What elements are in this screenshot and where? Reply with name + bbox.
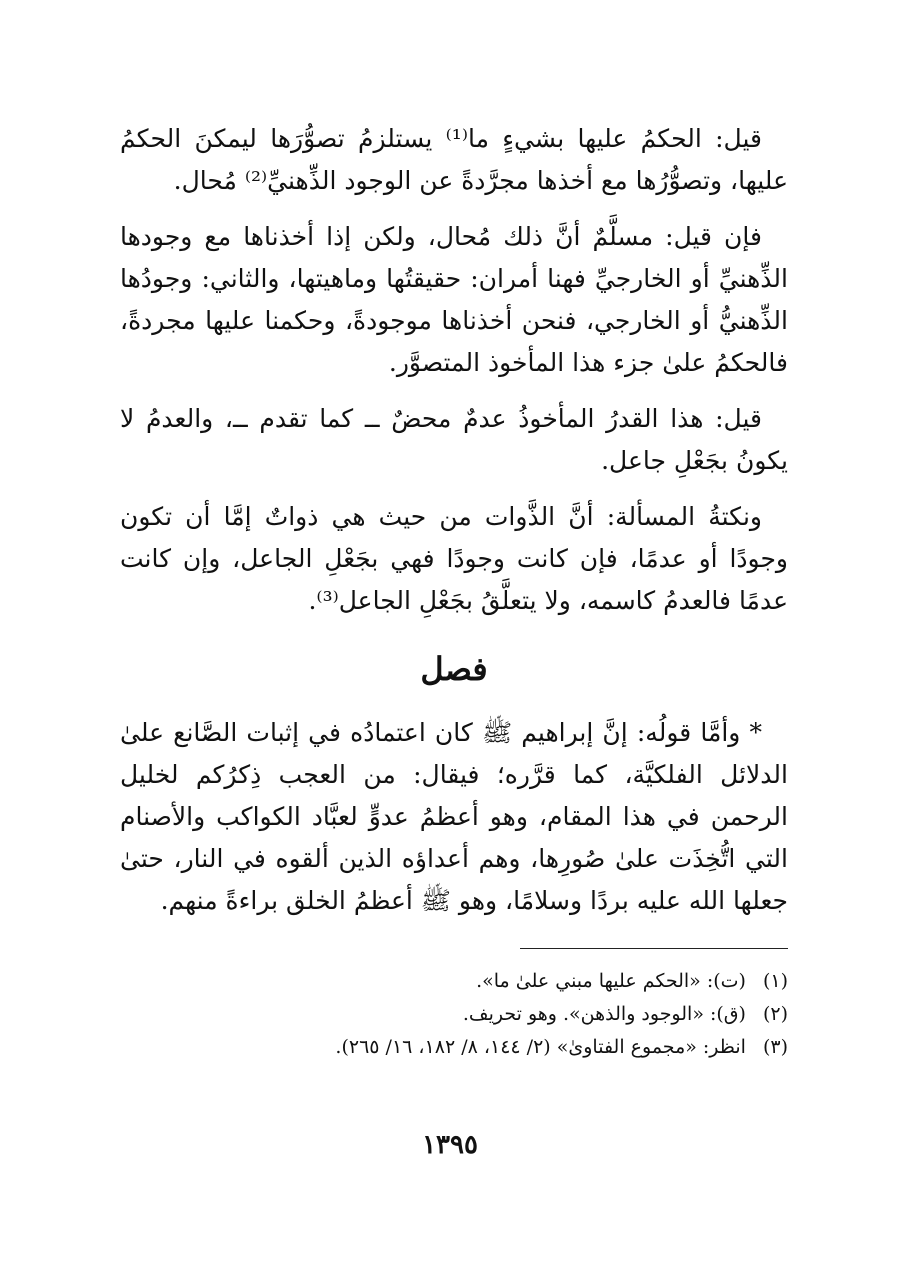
section-heading: فصل (420, 650, 488, 688)
section-paragraph: * وأمَّا قولُه: إنَّ إبراهيم ﷺ كان اعتمادُه في إثبات الصَّانع علىٰ الدلائل الفلكيَّة، كما قرَّره؛ فيقال: من العجب ذِكرُكم لخليل الرحمن في هذا المقام، وهو أعظمُ عدوٍّ لعبَّاد الكواكب والأصنام التي اتُّخِذَت علىٰ صُورِها، وهم أعداؤه الذين ألقوه في النار، حتىٰ جعلها الله عليه بردًا وسلامًا، وهو ﷺ أعظمُ الخلق براءةً منهم. (120, 718, 788, 915)
footnote-2 (120, 998, 788, 1031)
footnote-number: (١) (762, 970, 788, 992)
paragraph-3: قيل: هذا القدرُ المأخوذُ عدمٌ محضٌ ــ كما تقدم ــ، والعدمُ لا يكونُ بجَعْلِ جاعل. (120, 404, 788, 475)
page-number: ١٣٩٥ (422, 1130, 478, 1160)
footnote-text: انظر: «مجموع الفتاوىٰ» (٢/ ١٤٤، ٨/ ١٨٢، ١٦/ ٢٦٥). (335, 1036, 746, 1058)
footnote-number: (٣) (762, 1036, 788, 1058)
footnote-number: (٢) (762, 1003, 788, 1025)
footnote-3 (120, 1031, 788, 1064)
footnote-1 (120, 965, 788, 998)
footnote-text: (ق): «الوجود والذهن». وهو تحريف. (462, 1003, 746, 1025)
paragraph-1: قيل: الحكمُ عليها بشيءٍ ما⁽¹⁾ يستلزمُ تصوُّرَها ليمكنَ الحكمُ عليها، وتصوُّرُها مع أخذها مجرَّدةً عن الوجود الذِّهنيِّ⁽²⁾ مُحال. (120, 124, 788, 195)
footnote-text: (ت): «الحكم عليها مبني علىٰ ما». (476, 970, 746, 992)
paragraph-4: ونكتةُ المسألة: أنَّ الذَّوات من حيث هي ذواتٌ إمَّا أن تكون وجودًا أو عدمًا، فإن كانت وجودًا فهي بجَعْلِ الجاعل، وإن كانت عدمًا فالعدمُ كاسمه، ولا يتعلَّقُ بجَعْلِ الجاعل⁽³⁾. (120, 502, 788, 615)
footnotes (120, 965, 788, 1064)
paragraph-2: فإن قيل: مسلَّمٌ أنَّ ذلك مُحال، ولكن إذا أخذناها مع وجودها الذِّهنيِّ أو الخارجيِّ فهنا أمران: حقيقتُها وماهيتها، والثاني: وجودُها الذِّهنيُّ أو الخارجي، فنحن أخذناها موجودةً، وحكمنا عليها مجردةً، فالحكمُ علىٰ جزء هذا المأخوذ المتصوَّر. (120, 222, 788, 377)
page-body (120, 118, 788, 1064)
footnote-divider (520, 948, 788, 949)
